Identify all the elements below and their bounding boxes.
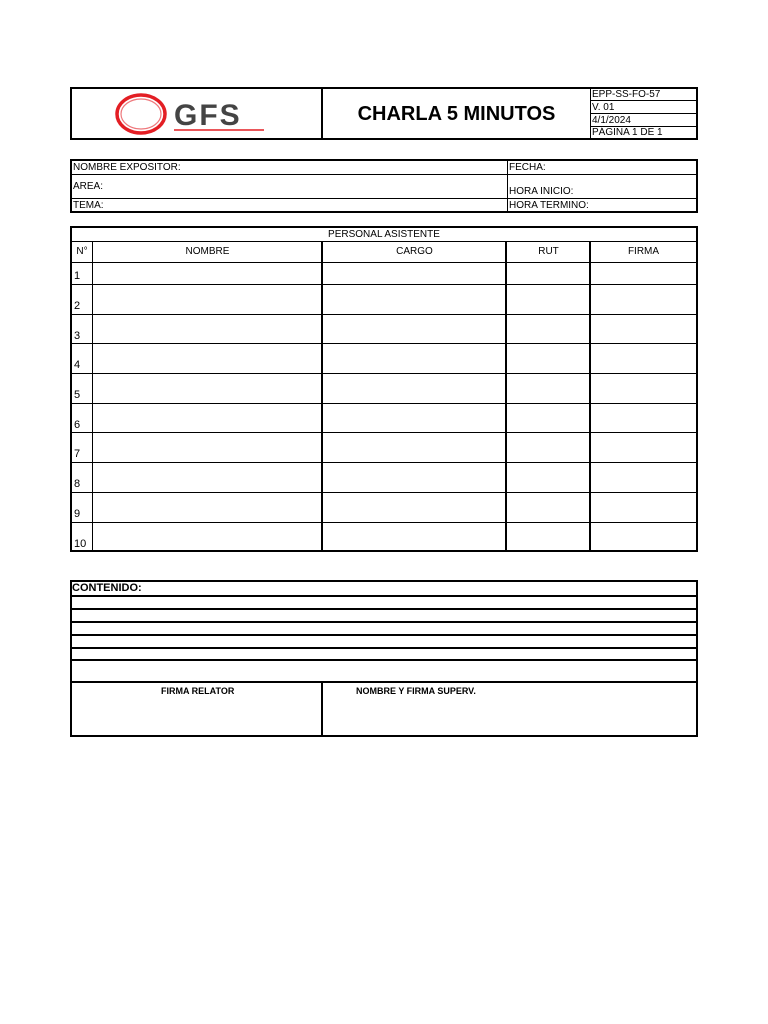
- col-line: [589, 242, 591, 550]
- row-line: [72, 343, 696, 344]
- col-header-cargo: CARGO: [396, 246, 433, 257]
- content-block: [70, 580, 698, 661]
- col-header-rut: RUT: [538, 246, 559, 257]
- col-line: [92, 242, 93, 550]
- hora-termino-label: HORA TERMINO:: [509, 200, 589, 211]
- content-label: CONTENIDO:: [72, 582, 142, 594]
- fecha-label: FECHA:: [509, 162, 546, 173]
- hora-inicio-label: HORA INICIO:: [509, 186, 574, 197]
- row-line: [72, 284, 696, 285]
- row-number: 7: [74, 448, 81, 460]
- content-line: [72, 634, 696, 636]
- row-number: 1: [74, 270, 81, 282]
- content-line: [72, 647, 696, 649]
- row-line: [72, 492, 696, 493]
- col-header-firma: FIRMA: [627, 246, 660, 257]
- logo-cell: [72, 89, 323, 138]
- form-code: EPP-SS-FO-57: [591, 89, 696, 101]
- signature-block: [70, 681, 698, 737]
- row-number: 6: [74, 419, 81, 431]
- row-line: [72, 522, 696, 523]
- row-line: [72, 314, 696, 315]
- row-number: 8: [74, 478, 81, 490]
- info-row-line: [72, 198, 696, 199]
- form-version: V. 01: [591, 102, 696, 114]
- content-line: [72, 595, 696, 597]
- firma-supervisor-label: NOMBRE Y FIRMA SUPERV.: [356, 686, 476, 696]
- form-date: 4/1/2024: [591, 115, 696, 127]
- content-line: [72, 608, 696, 610]
- row-line: [72, 262, 696, 263]
- gfs-logo: [114, 89, 274, 138]
- row-number: 2: [74, 300, 81, 312]
- row-number: 4: [74, 359, 81, 371]
- row-number: 10: [74, 538, 87, 550]
- col-header-number: N°: [76, 246, 88, 257]
- row-line: [72, 432, 696, 433]
- info-row-line: [72, 174, 696, 175]
- row-number: 5: [74, 389, 81, 401]
- row-line: [72, 462, 696, 463]
- col-line: [505, 242, 507, 550]
- form-title: CHARLA 5 MINUTOS: [357, 102, 556, 125]
- attendance-caption: PERSONAL ASISTENTE: [72, 228, 696, 242]
- row-number: 3: [74, 330, 81, 342]
- row-line: [72, 373, 696, 374]
- info-block: [70, 159, 698, 213]
- logo-text: GFS: [174, 99, 242, 132]
- form-header: [70, 87, 698, 140]
- row-line: [72, 403, 696, 404]
- expositor-label: NOMBRE EXPOSITOR:: [73, 162, 181, 173]
- content-spacer: [70, 659, 698, 683]
- content-line: [72, 621, 696, 623]
- area-label: AREA:: [73, 181, 104, 192]
- col-header-nombre: NOMBRE: [185, 246, 230, 257]
- signature-divider: [321, 683, 323, 735]
- title-cell: [323, 89, 591, 138]
- tema-label: TEMA:: [73, 200, 104, 211]
- col-line: [321, 242, 323, 550]
- attendance-table: [70, 226, 698, 552]
- form-page: PÁGINA 1 DE 1: [592, 127, 663, 138]
- row-number: 9: [74, 508, 81, 520]
- firma-relator-label: FIRMA RELATOR: [161, 686, 235, 696]
